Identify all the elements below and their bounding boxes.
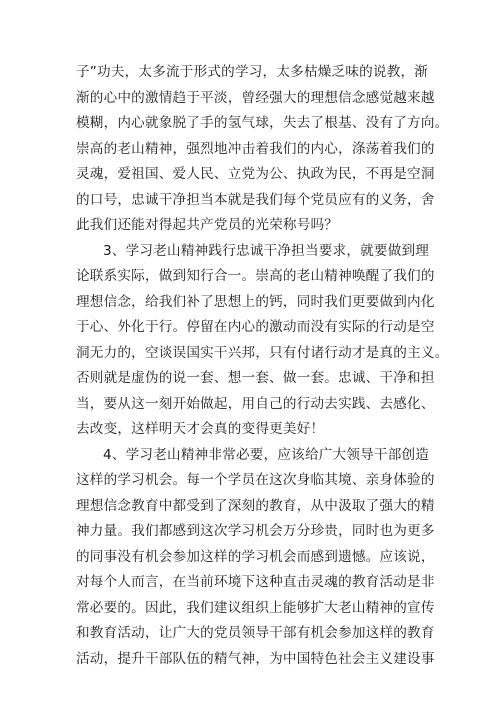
text-line: 崇高的老山精神，强烈地冲击着我们的内心，涤荡着我们的 — [76, 140, 435, 157]
text-line: 当，要从这一刻开始做起，用自己的行动去实践、去感化、 — [76, 395, 435, 412]
text-line: 3、学习老山精神践行忠诚干净担当要求，就要做到理 — [103, 242, 430, 259]
text-line: 常必要的。因此，我们建议组织上能够扩大老山精神的宣传 — [76, 599, 435, 616]
text-line: 于心、外化于行。停留在内心的激动而没有实际的行动是空 — [76, 319, 435, 335]
text-line: 模糊，内心就象脱了手的氢气球，失去了根基、没有了方向。 — [76, 115, 449, 131]
text-line: 这样的学习机会。每一个学员在这次身临其境、亲身体验的 — [76, 472, 435, 488]
text-line: 理想信念教育中都受到了深刻的教育，从中汲取了强大的精 — [76, 497, 435, 514]
text-line: 的口号，忠诚干净担当本就是我们每个党员应有的义务，舍 — [76, 191, 435, 208]
text-line: 去改变，这样明天才会真的变得更美好！ — [76, 421, 325, 437]
text-line: 的同事没有机会参加这样的学习机会而感到遗憾。应该说， — [76, 548, 435, 565]
document-body — [76, 60, 449, 672]
text-line: 否则就是虚伪的说一套、想一套、做一套。忠诚、干净和担 — [76, 370, 435, 386]
text-line: 此我们还能对得起共产党员的光荣称号吗？ — [76, 217, 339, 233]
text-line: 活动，提升干部队伍的精气神，为中国特色社会主义建设事 — [76, 650, 435, 667]
text-line: 论联系实际，做到知行合一。崇高的老山精神唤醒了我们的 — [76, 268, 435, 284]
text-line: 和教育活动，让广大的党员领导干部有机会参加这样的教育 — [76, 625, 435, 641]
text-line: 理想信念，给我们补了思想上的钙，同时我们更要做到内化 — [76, 293, 435, 310]
text-line: 子”功夫，太多流于形式的学习，太多枯燥乏味的说教，渐 — [76, 64, 429, 80]
text-line: 灵魂，爱祖国、爱人民、立党为公、执政为民，不再是空洞 — [76, 166, 435, 182]
text-line: 神力量。我们都感到这次学习机会万分珍贵，同时也为更多 — [76, 523, 435, 539]
text-line: 洞无力的，空谈误国实干兴邦，只有付诸行动才是真的主义。 — [76, 344, 449, 361]
text-line: 对每个人而言，在当前环境下这种直击灵魂的教育活动是非 — [76, 574, 435, 590]
text-line: 4、学习老山精神非常必要，应该给广大领导干部创造 — [103, 446, 430, 463]
text-line: 渐的心中的激情趋于平淡，曾经强大的理想信念感觉越来越 — [76, 89, 435, 106]
